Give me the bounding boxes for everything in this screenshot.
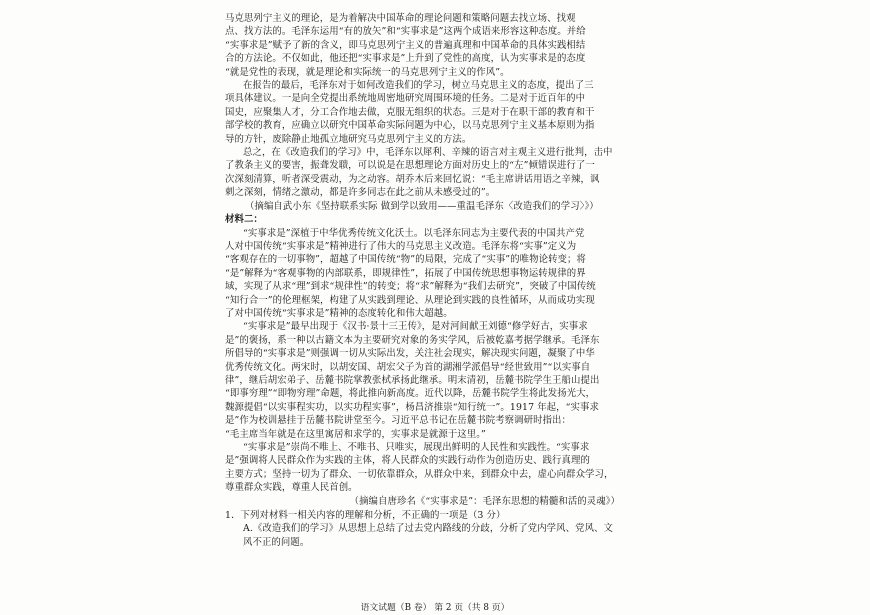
paragraph-1 <box>225 12 620 79</box>
text-line: 优秀传统文化。两宋时，以胡安国、胡宏父子为首的湖湘学派倡导“经世致用”“以实事自 <box>225 361 591 373</box>
text-line: 所倡导的“实事求是”则强调一切从实际出发，关注社会现实，解决现实问题，凝聚了中华 <box>225 348 595 360</box>
text-line: “实事求是”最早出现于《汉书·景十三王传》，是对河间献王刘德“修学好古，实事求 <box>243 321 588 333</box>
text-line: 部学校的教育，应确立以研究中国革命实际问题为中心，以马克思列宁主义基本原则为指 <box>225 120 595 132</box>
text-line: 点、找方法的。毛泽东运用“有的放矢”和“实事求是”这两个成语来形容这种态度。并给 <box>225 26 586 38</box>
text-line: A.《改造我们的学习》从思想上总结了过去党内路线的分歧，分析了党内学风、党风、文 <box>243 523 614 535</box>
text-line: 域，实现了从求“理”到求“规律性”的转变；将“求”解释为“我们去研究”，突破了中国传统 <box>225 281 596 293</box>
text-line: 人对中国传统“实事求是”精神进行了伟大的马克思主义改造。毛泽东将“实事”定义为 <box>225 240 577 252</box>
text-line: 魏源提倡“以实事程实功，以实功程实事”，杨昌济推崇“知行统一”。1917 年起，“实事求 <box>225 401 599 413</box>
text-line: 总之，在《改造我们的学习》中，毛泽东以犀利、辛辣的语言对主观主义进行批判，击中 <box>243 147 613 159</box>
text-line: 导的方针，废除静止地孤立地研究马克思列宁主义的方法。 <box>225 133 472 145</box>
text-line: 国史，应聚集人才，分工合作地去做，克服无组织的状态。三是对于在职干部的教育和干 <box>225 106 595 118</box>
text-line: “是”解释为“客观事物的内部联系，即规律性”，拓展了中国传统思想事物运转规律的界 <box>225 267 586 279</box>
text-column <box>225 12 620 549</box>
text-line: 是”强调将人民群众作为实践的主体，将人民群众的实践行动作为创造历史、践行真理的 <box>225 455 590 467</box>
text-line: 项具体建议。一是向全党提出系统地周密地研究周围环境的任务。二是对于近百年的中 <box>225 93 586 105</box>
text-line: 次深刻清算，听者深受震动，为之动容。胡乔木后来回忆说：“毛主席讲话用语之辛辣，讽 <box>225 173 600 185</box>
text-line: “客观存在的一切事物”，超越了中国传统“物”的局限，完成了“实事”的唯物论转变；将 <box>225 254 586 266</box>
paragraph-3 <box>225 146 620 200</box>
source-citation-1: （摘编自武小东《坚持联系实际 做到学以致用——重温毛泽东〈改造我们的学习〉》） <box>245 200 599 212</box>
source-citation-2: （摘编自唐珍名《“实事求是”：毛泽东思想的精髓和活的灵魂》） <box>349 495 620 507</box>
material-2-heading: 材料二： <box>225 214 263 226</box>
text-line: 尊重群众实践，尊重人民首创。 <box>225 482 358 494</box>
paragraph-2 <box>225 79 620 146</box>
text-line: 合的方法论。不仅如此，他还把“实事求是”上升到了党性的高度，认为实事求是的态度 <box>225 53 586 65</box>
text-line: 了对中国传统“实事求是”精神的态度转化和伟大超越。 <box>225 307 453 319</box>
question-1: 1．下列对材料一相关内容的理解和分析，不正确的一项是（3 分） <box>225 510 506 522</box>
text-line: “毛主席当年就是在这里寓居和求学的，实事求是就源于这里。” <box>225 428 486 440</box>
text-line: “实事求是”赋予了新的含义，即马克思列宁主义的普遍真理和中国革命的具体实践相结 <box>225 39 586 51</box>
text-line: “即事穷理”“即物穷理”命题，将此推向新高度。近代以降，岳麓书院学生将此发扬光大， <box>225 388 596 400</box>
text-line: 是”的褒扬，系一种以古籍文本为主要研究对象的务实学风，后被乾嘉考据学继承。毛泽东 <box>225 334 600 346</box>
paragraph-5 <box>225 320 620 441</box>
page-footer: 语文试题（B 卷） 第 2 页（共 8 页） <box>360 603 510 613</box>
text-line: 是”作为校训悬挂于岳麓书院讲堂至今。习近平总书记在岳麓书院考察调研时指出： <box>225 415 571 427</box>
option-a <box>225 522 620 549</box>
paragraph-6 <box>225 441 620 495</box>
text-line: 在报告的最后，毛泽东对于如何改造我们的学习，树立马克思主义的态度，提出了三 <box>243 80 594 92</box>
text-line: “实事求是”深植于中华优秀传统文化沃土。以毛泽东同志为主要代表的中国共产党 <box>243 227 585 239</box>
text-line: “就是党性的表现，就是理论和实际统一的马克思列宁主义的作风”。 <box>225 66 510 78</box>
text-line: 律”，继后胡宏弟子、岳麓书院掌教张栻承扬此继承。明末清初，岳麓书院学生王船山提出 <box>225 374 600 386</box>
text-line: 了教条主义的要害，振聋发聩，可以说是在思想理论方面对历史上的“左”倾错误进行了一 <box>225 160 595 172</box>
text-line: 刺之深刻，情绪之激动，都是许多同志在此之前从未感受过的”。 <box>225 187 496 199</box>
paragraph-4 <box>225 227 620 321</box>
text-line: 主要方式；坚持一切为了群众、一切依靠群众，从群众中来，到群众中去，虚心向群众学习， <box>225 468 614 480</box>
text-line: “知行合一”的伦理框架，构建了从实践到理论、从理论到实践的良性循环，从而成功实现 <box>225 294 595 306</box>
text-line: 风不正的问题。 <box>243 536 310 548</box>
text-line: 马克思列宁主义的理论，是为着解决中国革命的理论问题和策略问题去找立场、找观 <box>225 13 576 24</box>
text-line: “实事求是”崇尚不唯上、不唯书、只唯实，展现出鲜明的人民性和实践性。“实事求 <box>243 442 590 453</box>
